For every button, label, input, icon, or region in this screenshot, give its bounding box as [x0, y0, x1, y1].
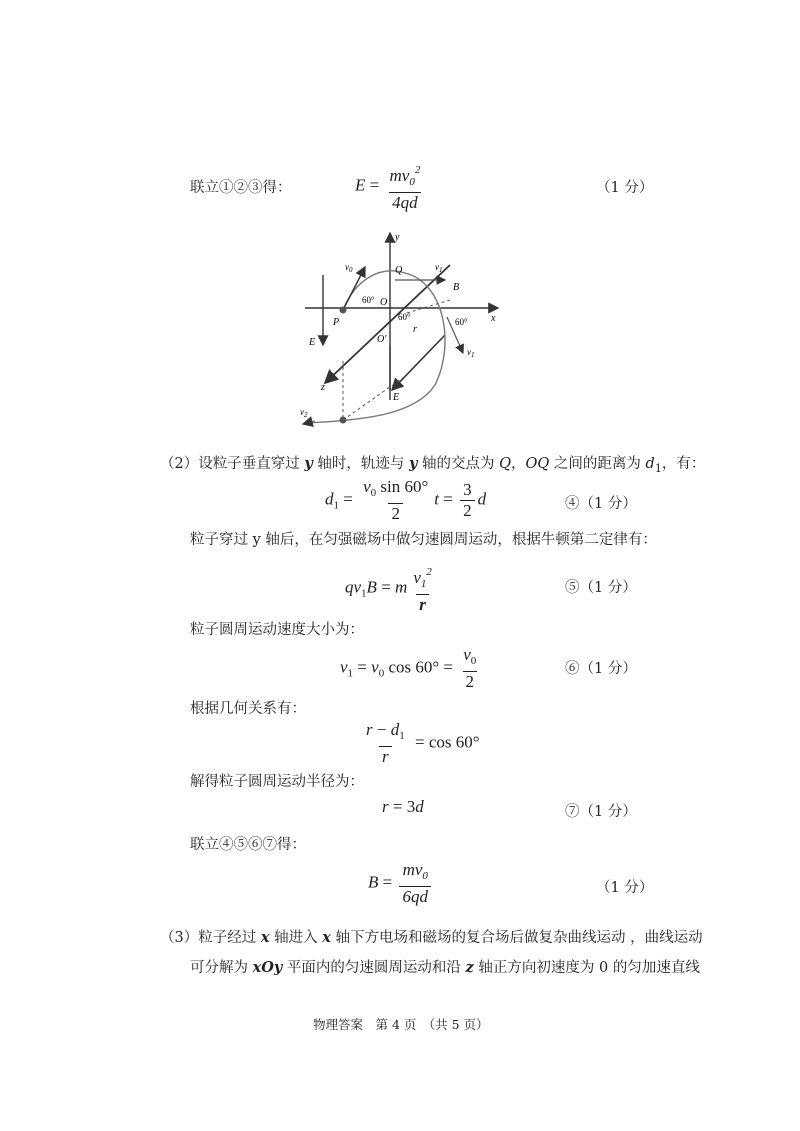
- label-b: B: [453, 282, 460, 293]
- combine-label-1: 联立①②③得：: [190, 180, 292, 196]
- equation-geometry: $\frac{r - d_1}{r}$ = cos 60°: [366, 720, 480, 766]
- radius-line: [407, 300, 450, 313]
- label-q: Q: [395, 265, 403, 276]
- label-p: P: [333, 317, 340, 328]
- z-axis: [325, 265, 450, 383]
- score-eq5: ⑤（1 分）: [565, 580, 637, 596]
- label-y: y: [395, 232, 400, 243]
- label-angle-p: 60°: [362, 295, 375, 305]
- equation-5: $qv_1B = m$ $\frac{v_1^2}{r}$: [345, 566, 432, 614]
- score-eq8: （1 分）: [596, 880, 654, 896]
- page-footer: 物理答案 第 4 页 （共 5 页）: [313, 1017, 489, 1032]
- label-o: O: [380, 297, 388, 308]
- motion-diagram: [295, 225, 515, 435]
- equation-b: B = $\frac{mv_0}{6qd}$: [368, 860, 434, 907]
- score-eq6: ⑥（1 分）: [565, 661, 637, 677]
- label-vq: $v_1$: [435, 262, 443, 274]
- label-x: x: [491, 313, 496, 324]
- part2-intro: （2）设粒子垂直穿过 y 轴时，轨迹与 y 轴的交点为 Q，OQ 之间的距离为 $d_1$，有：: [160, 455, 706, 475]
- label-e-mid: E: [393, 392, 400, 403]
- score-eq4: ④（1 分）: [565, 496, 637, 512]
- text-radius: 解得粒子圆周运动半径为：: [190, 774, 364, 790]
- combine-label-2: 联立④⑤⑥⑦得：: [190, 837, 306, 853]
- equation-4: $d_1$ = $\frac{v_0 \sin 60^\circ}{2}$ t = $\frac{3}{2}$ d: [325, 477, 487, 523]
- label-z: z: [321, 382, 325, 393]
- part3-line2: 可分解为 xOy 平面内的匀速圆周运动和沿 z 轴正方向初速度为 0 的匀加速直线: [190, 959, 700, 976]
- point-end: [340, 417, 347, 424]
- label-e-left: E: [309, 337, 316, 348]
- label-v2: $v_2$: [300, 407, 308, 419]
- score-eq7: ⑦（1 分）: [565, 804, 637, 820]
- text-speed: 粒子圆周运动速度大小为：: [190, 622, 364, 638]
- label-angle-o: 60°: [398, 312, 411, 322]
- score-line1: （1 分）: [596, 180, 654, 196]
- point-p: [340, 307, 347, 314]
- label-v0: $v_0$: [345, 262, 353, 274]
- label-o-prime: O': [377, 334, 387, 345]
- trajectory-curve: [305, 271, 445, 423]
- text-newton: 粒子穿过 y 轴后，在匀强磁场中做匀速圆周运动，根据牛顿第二定律有：: [190, 532, 657, 548]
- part3-line1: （3）粒子经过 x 轴进入 x 轴下方电场和磁场的复合场后做复杂曲线运动 ，曲线运动: [160, 929, 703, 946]
- equation-6: $v_1 = v_0$ cos 60° = $\frac{v_0}{2}$: [340, 645, 477, 691]
- text-geometry: 根据几何关系有：: [190, 701, 306, 717]
- equation-e: E = $\frac{mv_0^2}{4qd}$: [355, 164, 421, 212]
- label-angle-b: 60°: [455, 317, 468, 327]
- equation-7: r = 3d: [382, 797, 424, 816]
- label-v1: $v_1$: [467, 347, 475, 359]
- label-r: r: [413, 324, 417, 335]
